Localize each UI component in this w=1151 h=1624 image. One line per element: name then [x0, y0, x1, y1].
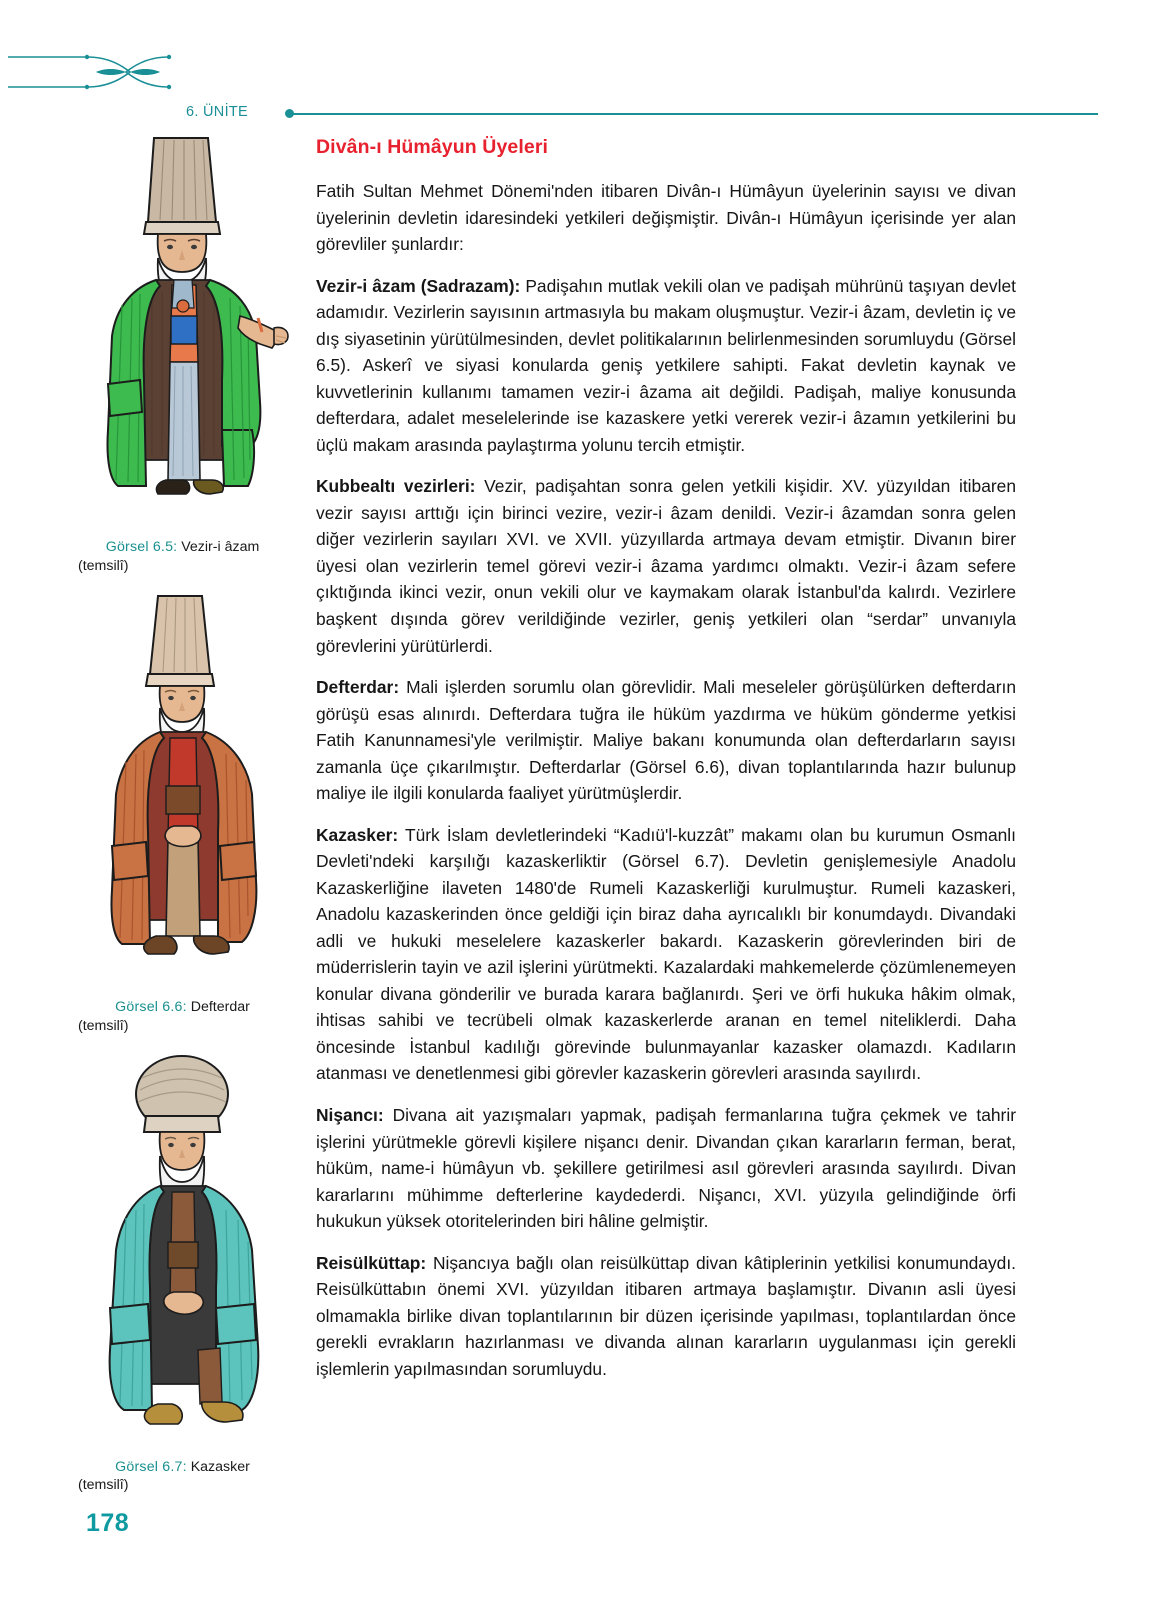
kazasker-illustration — [70, 1050, 295, 1450]
figure-caption-sub: (temsilî) — [78, 1017, 129, 1034]
paragraph-text: Fatih Sultan Mehmet Dönemi'nden itibaren Divân-ı Hümâyun üyelerinin sayısı ve divan üyelerinin devletin idaresindeki yetkileri değişmiştir. Divân-ı Hümâyun içerisinde yer alan görevliler şunlardır: — [316, 181, 1016, 255]
vezir-i-azam-illustration — [70, 130, 295, 530]
figure-caption-label: Görsel 6.6: — [115, 998, 187, 1015]
page-header — [0, 42, 1151, 120]
paragraph-text: Nişancıya bağlı olan reisülküttap divan kâtiplerinin yetkilisi konumundaydı. Reisülküttabın önemi XVI. yüzyıldan itibaren artmaya başlamıştır. Divanın asli üyesi olmamakla birlike divan toplantılarının bir düzen içerisinde yapılması, toplantılardan önce gerekli evrakların hazırlanması ve divanda alınan kararların uygulanması için gerekli işlemlerin yapılmasından sorumluydu. — [316, 1252, 1016, 1379]
paragraph-term: Nişancı: — [316, 1105, 384, 1125]
figure-caption-sub: (temsilî) — [78, 1477, 129, 1494]
figure-vezir-i-azam — [70, 130, 295, 576]
paragraph-text: Divana ait yazışmaları yapmak, padişah fermanlarına tuğra çekmek ve tahrir işlerini yürütmekle görevli kişilere nişancı denir. Divandan çıkan kararların ferman, berat, hüküm, name-i hümâyun vb. şekillere getirilmesi asıl görevleri arasında sayılırdı. Divan kararlarını mühimme defterlerine kaydederdi. Nişancı, XVI. yüzyıla gelindiğinde örfi hukukun yüksek otoritelerinden biri hâline gelmiştir. — [316, 1105, 1016, 1232]
figure-caption-label: Görsel 6.5: — [105, 539, 178, 555]
figure-caption — [70, 1458, 295, 1496]
page-title: Divân-ı Hümâyun Üyeleri — [316, 136, 549, 158]
paragraph-text: Mali işlerden sorumlu olan görevlidir. Mali meseleler görüşülürken defterdarın görüşü esas alınırdı. Defterdara tuğra ile hüküm yazdırma ve hüküm gönderme yetkisi Fatih Kanunnamesi'yle verilmiştir. Maliye bakanı konumunda olan defterdarların sayısı zamanla üçe çıkarılmıştır. Defterdarlar (Görsel 6.6), divan toplantılarında hazır bulunup maliye ile ilgili konularda faaliyet yürütmüşlerdir. — [316, 677, 1016, 804]
paragraph-term: Kubbealtı vezirleri: — [316, 476, 476, 497]
body-paragraph — [316, 1102, 1016, 1235]
paragraph-text: Padişahın mutlak vekili olan ve padişah mührünü taşıyan devlet adamıdır. Vezirlerin sayısının artmasıyla bu makam oluşmuştur. Vezir-i âzam, devletin iç ve dış siyasetinin yürütülmesinden, devlet politikalarının belirlenmesinden sorumluydu (Görsel 6.5). Askerî ve siyasi konularda geniş yetkilere sahipti. Fakat devletin kaynak ve kuvvetlerinin kullanımı tamamen vezir-i âzama ait değildi. Padişah, maliye konusunda defterdara, adalet meselelerinde ise kazaskere yetki vererek vezir-i âzamın yetkilerini bu üçlü makam arasında paylaştırma yolunu tercih etmiştir. — [316, 275, 1016, 455]
figure-caption-label: Görsel 6.7: — [115, 1458, 187, 1475]
body-paragraph — [316, 822, 1016, 1087]
figure-caption-title: Defterdar — [186, 998, 250, 1015]
figure-caption — [70, 998, 295, 1036]
figure-caption-title: Vezir-i âzam — [177, 539, 260, 555]
body-paragraph — [316, 674, 1016, 807]
paragraph-text: Vezir, padişahtan sonra gelen yetkili kişidir. XV. yüzyıldan itibaren vezir sayısı arttığı için birinci vezire, vezir-i âzam denildi. Vezir-i âzamdan sonra gelen diğer vezirlerin sayıları XVI. ve XVII. yüzyıllarda artmaya devam etmiştir. Divanın birer üyesi olan vezirlerin temel görevi vezir-i âzama yardımcı olmaktı. Vezir-i âzam sefere çıktığında ikinci vezir, onun vekili olur ve kaymakam olarak İstanbul'da kalırdı. Vezirlere başkent dışında görev verildiğinde vezirler, geniş yetkileri olan “serdar” unvanıyla görevlerini yürütürlerdi. — [316, 476, 1017, 656]
body-paragraph — [316, 1250, 1016, 1383]
unit-label: 6. ÜNİTE — [186, 104, 249, 120]
figure-kazasker — [70, 1050, 295, 1496]
body-paragraph — [316, 273, 1016, 459]
figure-defterdar — [70, 590, 295, 1036]
body-paragraph — [316, 178, 1016, 258]
body-paragraph — [316, 473, 1016, 659]
paragraph-term: Kazasker: — [316, 824, 399, 845]
header-rule — [288, 113, 1098, 115]
paragraph-term: Defterdar: — [316, 677, 400, 698]
defterdar-illustration — [70, 590, 295, 990]
paragraph-term: Reisülküttap: — [316, 1252, 427, 1273]
body-text-column — [316, 136, 1016, 1382]
figure-caption — [70, 538, 295, 576]
paragraph-list — [316, 178, 1016, 1382]
figure-caption-title: Kazasker — [186, 1458, 250, 1475]
figure-caption-sub: (temsilî) — [78, 557, 129, 574]
paragraph-text: Türk İslam devletlerindeki “Kadıü'l-kuzzât” makamı olan bu kurumun Osmanlı Devleti'ndeki karşılığı kazaskerliktir (Görsel 6.7). Devletin genişlemesiyle Anadolu Kazaskerliğine ilaveten 1480'de Rumeli Kazaskerliği kurulmuştur. Rumeli kazaskeri, Anadolu kazaskerinden önce geldiği için biraz daha ayrıcalıklı bir konumdaydı. Divandaki adli ve hukuki meselelere kazaskerler bakardı. Kazaskerin görevlerinden biri de müderrislerin tayin ve azil işlerini yürütmekti. Kazalardaki mahkemelerde çözümlenemeyen konular divana gönderilir ve burada karara bağlanırdı. Şeri ve örfi hukuka hâkim olmak, ihtisas sahibi ve tecrübeli olmak kazaskerlerde aranan en temel niteliklerdi. Daha öncesinde İstanbul kadılığı görevinde bulunmayanlar kazasker olamazdı. Kadıların atanması ve denetlenmesi gibi görevler kazaskerin görevleri arasında sayılırdı. — [316, 824, 1016, 1084]
figures-column — [70, 130, 295, 1509]
bowtie-ornament-icon — [8, 42, 188, 102]
paragraph-term: Vezir-i âzam (Sadrazam): — [316, 275, 521, 296]
page-number: 178 — [86, 1509, 130, 1537]
